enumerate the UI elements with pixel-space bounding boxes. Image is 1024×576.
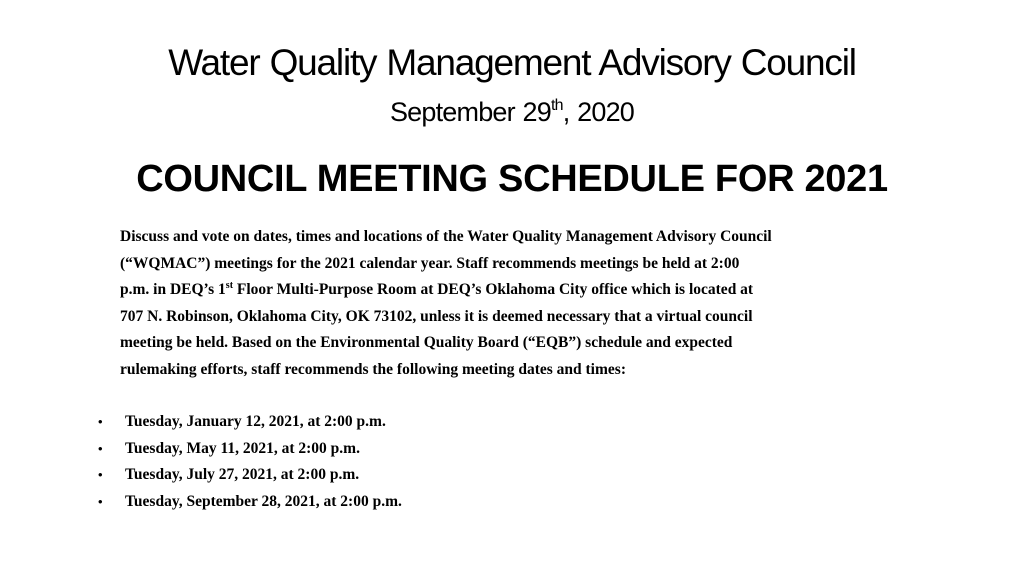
bullet-icon: •: [98, 493, 103, 509]
meeting-date-year: , 2020: [562, 97, 635, 127]
meeting-date-ordinal: th: [550, 97, 563, 114]
description-line: 707 N. Robinson, Oklahoma City, OK 73102, unless it is deemed necessary that a virtual council: [120, 307, 753, 325]
bullet-icon: •: [98, 440, 103, 456]
meeting-date-item: Tuesday, July 27, 2021, at 2:00 p.m.: [125, 466, 360, 483]
description-line: (“WQMAC”) meetings for the 2021 calendar year. Staff recommends meetings be held at 2:00: [120, 254, 740, 272]
bullet-icon: •: [98, 467, 103, 482]
description-line: [120, 277, 940, 304]
description-line: meeting be held. Based on the Environmental Quality Board (“EQB”) schedule and expected: [120, 334, 733, 351]
list-item: [98, 489, 402, 516]
description-line-part: Floor Multi-Purpose Room at DEQ’s Oklahoma City office which is located at: [233, 281, 754, 298]
description-line: rulemaking efforts, staff recommends the following meeting dates and times:: [120, 360, 626, 378]
meeting-date-item: Tuesday, May 11, 2021, at 2:00 p.m.: [125, 439, 360, 457]
meeting-date-item: Tuesday, September 28, 2021, at 2:00 p.m.: [125, 492, 402, 510]
description-line-part: p.m. in DEQ’s 1: [120, 281, 226, 298]
floor-ordinal: st: [225, 279, 234, 291]
list-item: [98, 462, 402, 489]
agenda-description: [120, 224, 940, 383]
bullet-icon: •: [98, 414, 103, 429]
description-line: Discuss and vote on dates, times and locations of the Water Quality Management Advisory Council: [120, 228, 772, 245]
meeting-date-item: Tuesday, January 12, 2021, at 2:00 p.m.: [125, 413, 386, 430]
page-heading: COUNCIL MEETING SCHEDULE FOR 2021: [136, 158, 888, 200]
council-title: Water Quality Management Advisory Council: [168, 42, 856, 83]
meeting-date: [0, 95, 1024, 129]
meeting-dates-list: [98, 409, 402, 515]
meeting-date-prefix: September 29: [389, 97, 551, 127]
list-item: [98, 409, 402, 436]
list-item: [98, 436, 402, 463]
